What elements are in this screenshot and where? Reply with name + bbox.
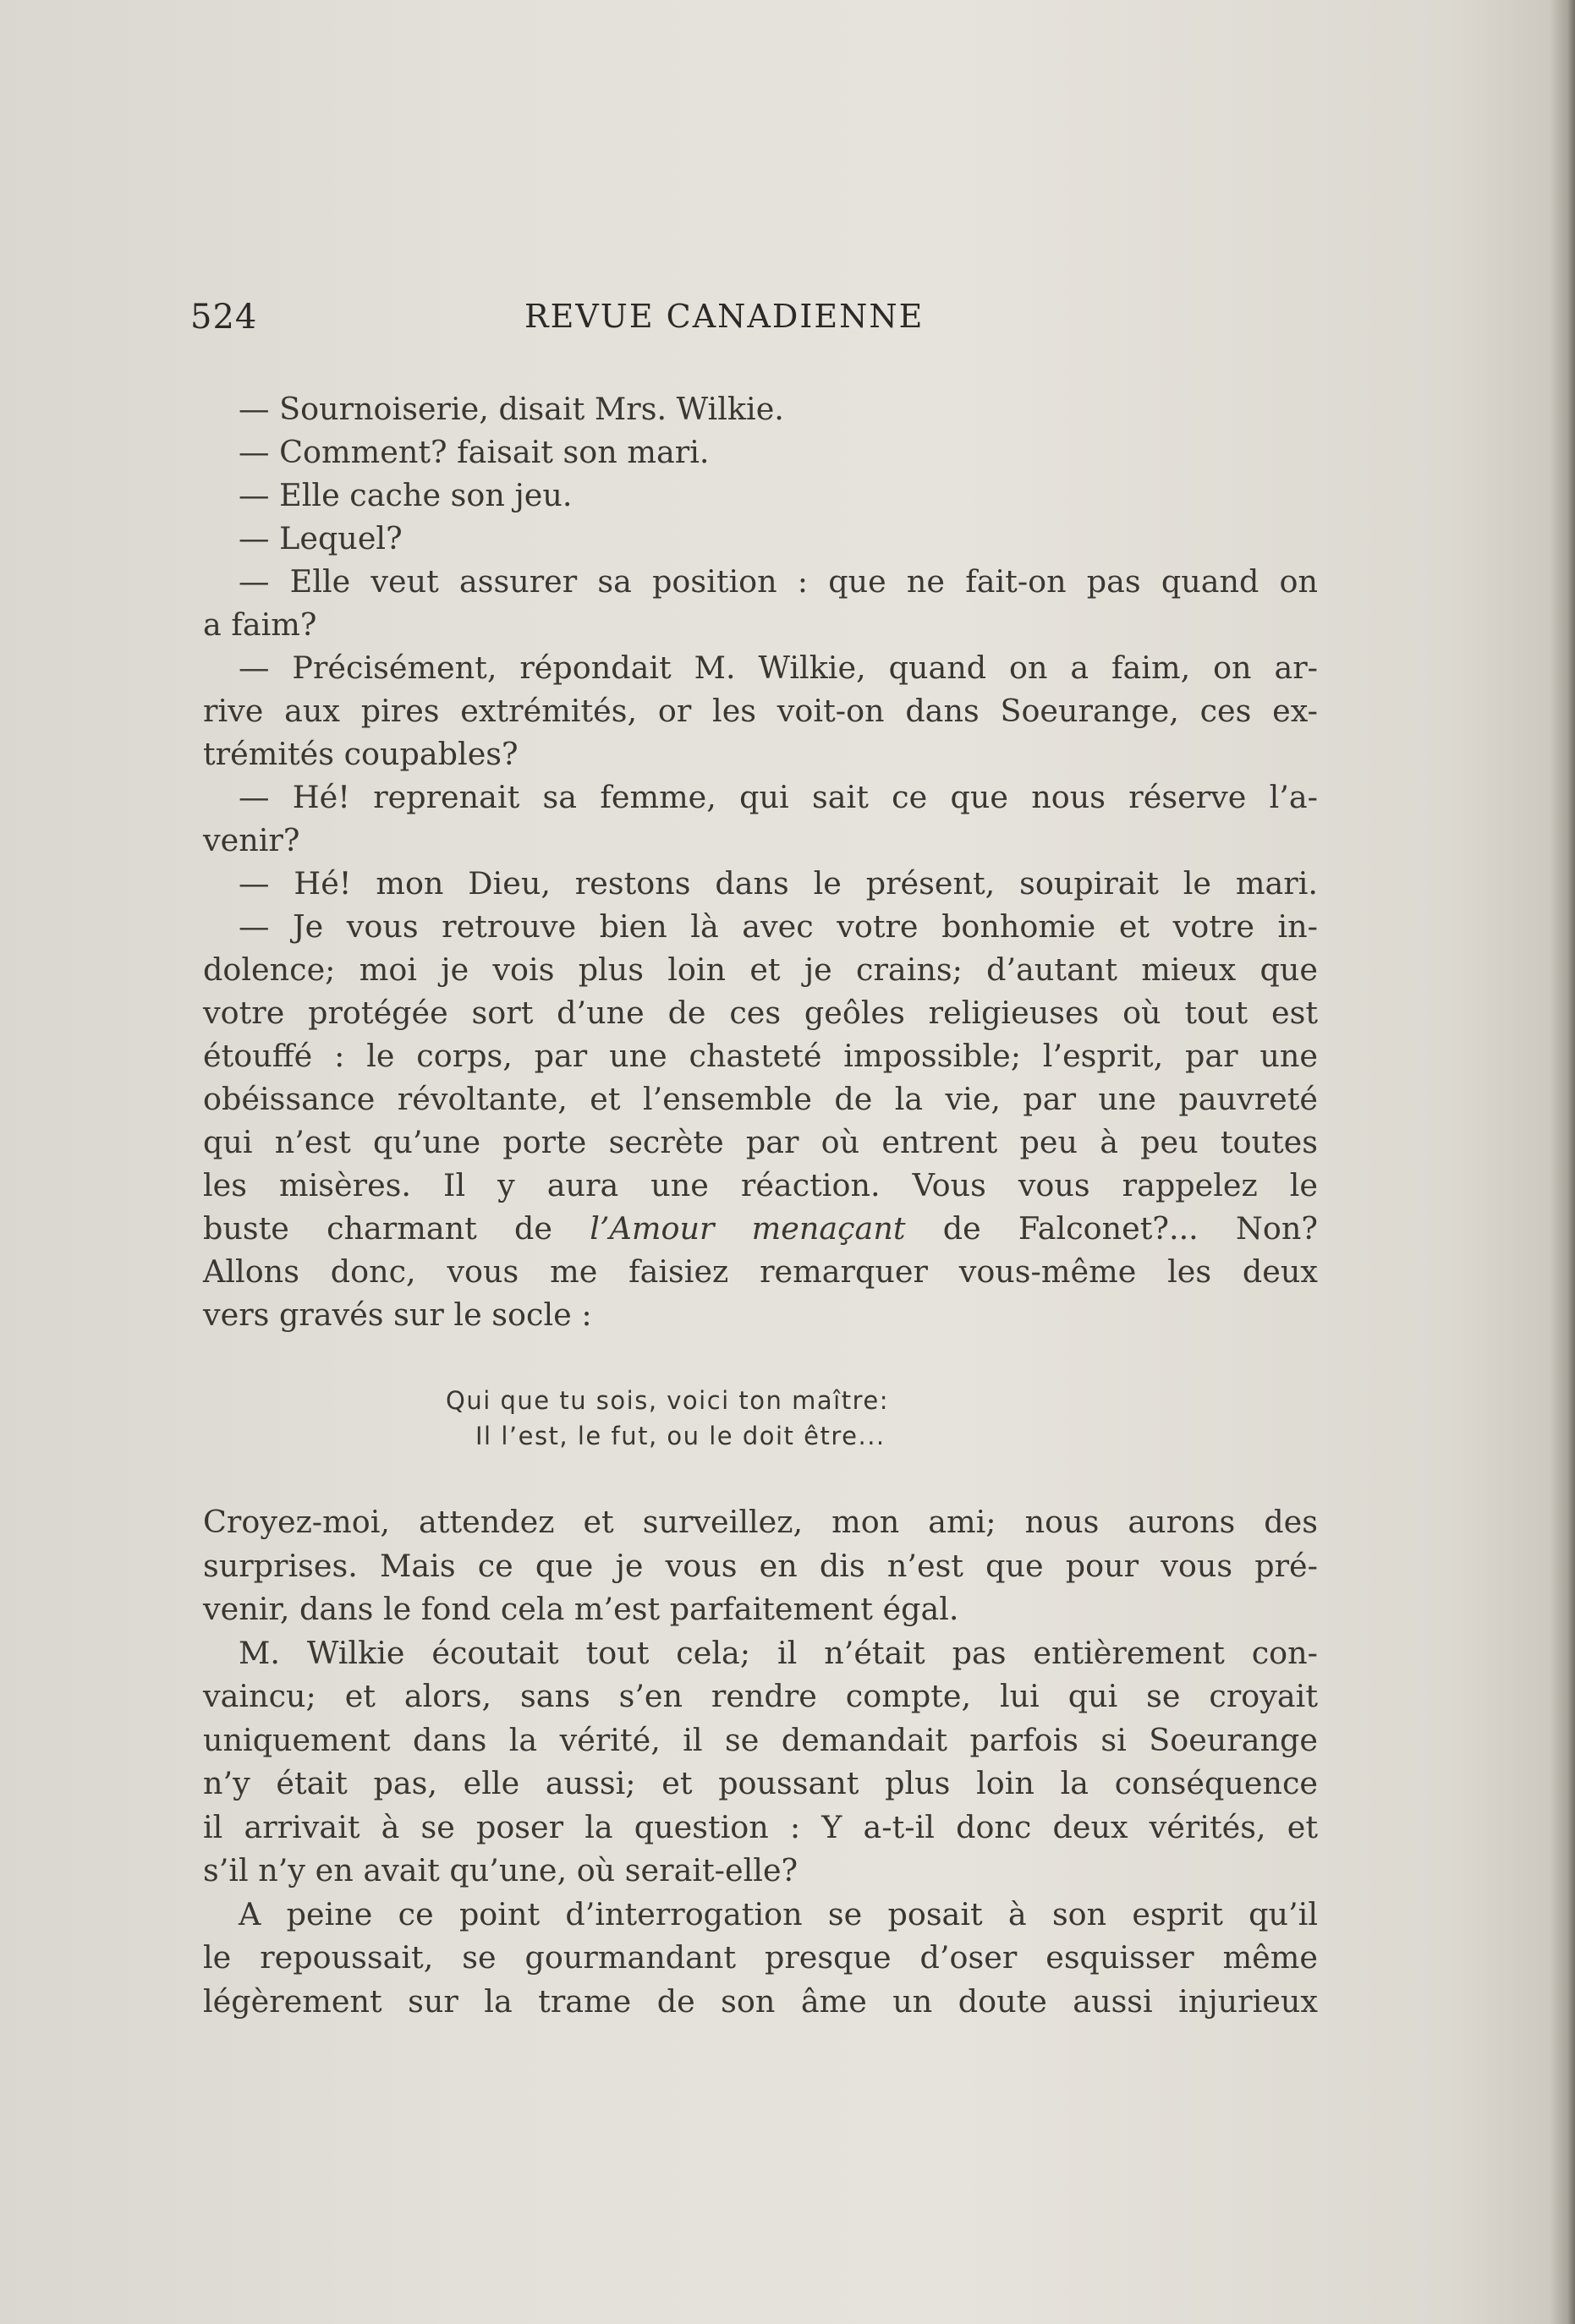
text-line: venir, dans le fond cela m’est parfaitement égal. — [203, 1591, 959, 1627]
text-line: uniquement dans la vérité, il se demandait parfois si Soeurange — [203, 1721, 1318, 1758]
text-line: — Hé! reprenait sa femme, qui sait ce que nous réserve l’a- — [239, 779, 1318, 815]
artwork-title: l’Amour menaçant — [590, 1210, 906, 1247]
text-line: vaincu; et alors, sans s’en rendre compte, lui qui se croyait — [203, 1678, 1318, 1714]
text-line: — Comment? faisait son mari. — [239, 434, 710, 470]
verse-line-2: Il l’est, le fut, ou le doit être... — [475, 1422, 886, 1450]
text-line: Allons donc, vous me faisiez remarquer vous-même les deux — [203, 1253, 1318, 1290]
text-line: le repoussait, se gourmandant presque d’oser esquisser même — [203, 1939, 1318, 1976]
page-header — [190, 298, 1324, 348]
text-line: votre protégée sort d’une de ces geôles religieuses où tout est — [203, 995, 1318, 1031]
text-line: Croyez-moi, attendez et surveillez, mon ami; nous aurons des — [203, 1504, 1318, 1540]
text-line: étouffé : le corps, par une chasteté impossible; l’esprit, par une — [203, 1038, 1318, 1074]
text-line: obéissance révoltante, et l’ensemble de la vie, par une pauvreté — [203, 1081, 1318, 1117]
text-line: légèrement sur la trame de son âme un doute aussi injurieux — [203, 1982, 1318, 2020]
text-line: dolence; moi je vois plus loin et je crains; d’autant mieux que — [203, 951, 1318, 988]
text-line: s’il n’y en avait qu’une, où serait-elle? — [203, 1852, 798, 1888]
verse-line-1: Qui que tu sois, voici ton maître: — [446, 1386, 889, 1415]
text-line: venir? — [203, 822, 300, 858]
text-line: — Elle cache son jeu. — [239, 477, 573, 513]
text-line-buste — [203, 1207, 1318, 1250]
text-line: vers gravés sur le socle : — [203, 1296, 592, 1333]
text-line: — Sournoiserie, disait Mrs. Wilkie. — [239, 391, 784, 427]
text-line: surprises. Mais ce que je vous en dis n’est que pour vous pré- — [203, 1547, 1318, 1584]
text-line: — Elle veut assurer sa position : que ne fait-on pas quand on — [239, 563, 1318, 600]
text-segment: de Falconet?... Non? — [905, 1210, 1318, 1247]
text-line: a faim? — [203, 606, 317, 643]
verse-quotation — [446, 1383, 889, 1454]
text-line: — Lequel? — [239, 520, 403, 556]
text-line: rive aux pires extrémités, or les voit-on dans Soeurange, ces ex- — [203, 693, 1318, 729]
text-line: il arrivait à se poser la question : Y a-t-il donc deux vérités, et — [203, 1808, 1318, 1845]
body-text-bottom — [203, 1500, 1318, 2023]
page-edge-shadow — [1550, 0, 1575, 2324]
text-line: M. Wilkie écoutait tout cela; il n’était pas entièrement con- — [239, 1634, 1318, 1671]
text-line: les misères. Il y aura une réaction. Vous vous rappelez le — [203, 1167, 1318, 1203]
text-line: qui n’est qu’une porte secrète par où entrent peu à peu toutes — [203, 1124, 1318, 1160]
text-line: A peine ce point d’interrogation se posait à son esprit qu’il — [239, 1895, 1318, 1932]
text-line: n’y était pas, elle aussi; et poussant plus loin la conséquence — [203, 1765, 1318, 1801]
text-line: — Je vous retrouve bien là avec votre bonhomie et votre in- — [239, 908, 1318, 945]
text-line: trémités coupables? — [203, 736, 519, 772]
text-line: — Précisément, répondait M. Wilkie, quand on a faim, on ar- — [239, 650, 1318, 686]
page-number: 524 — [190, 298, 258, 337]
text-line: — Hé! mon Dieu, restons dans le présent, soupirait le mari. — [239, 865, 1318, 902]
text-segment: buste charmant de — [203, 1210, 590, 1247]
body-text-top — [203, 387, 1318, 1336]
running-head: REVUE CANADIENNE — [524, 298, 925, 335]
